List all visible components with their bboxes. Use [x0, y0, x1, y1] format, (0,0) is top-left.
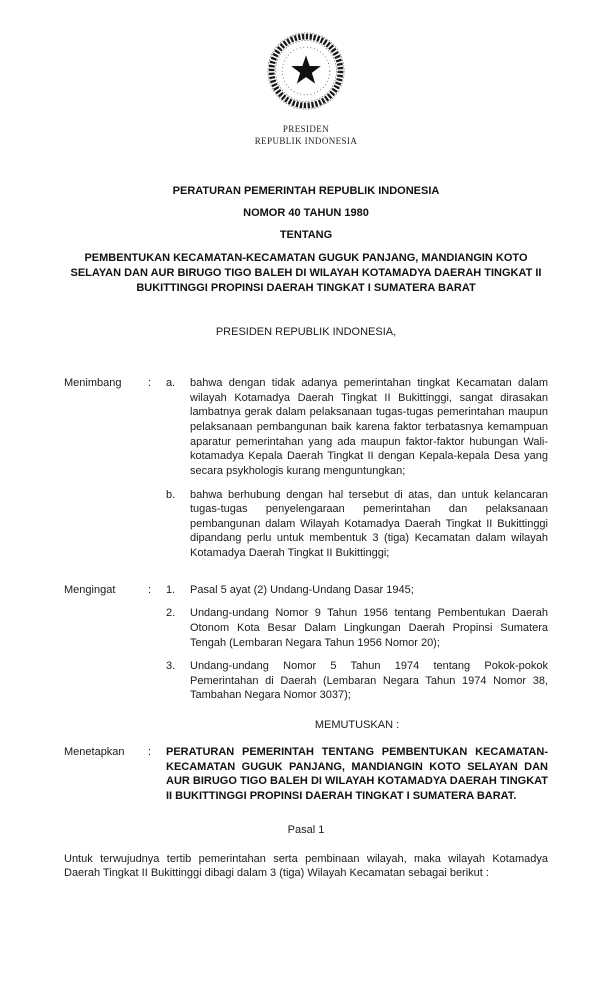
title-block — [64, 185, 548, 296]
document-header — [64, 30, 548, 147]
menimbang-item-a — [166, 376, 548, 478]
regulation-subject: PEMBENTUKAN KECAMATAN-KECAMATAN GUGUK PANJANG, MANDIANGIN KOTO SELAYAN DAN AUR BIRUGO TIGO BALEH DI WILAYAH KOTAMADYA DAERAH TINGKAT II BUKITTINGGI PROPINSI DAERAH TINGKAT I SUMATERA BARAT — [70, 252, 542, 295]
mengingat-item-2 — [166, 606, 548, 650]
document-body — [64, 185, 548, 880]
mengingat-section — [64, 583, 548, 703]
seal-caption-republik-indonesia: REPUBLIK INDONESIA — [254, 135, 358, 146]
menimbang-label: Menimbang — [64, 377, 122, 390]
colon-separator: : — [148, 377, 152, 390]
presidential-seal-icon — [265, 30, 347, 112]
pasal-1-paragraph: Untuk terwujudnya tertib pemerintahan serta pembinaan wilayah, maka wilayah Kotamadya Daerah Tingkat II Bukittinggi dibagi dalam 3 (tiga) Wilayah Kecamatan sebagai berikut : — [64, 852, 548, 880]
mengingat-label: Mengingat — [64, 583, 116, 596]
menetapkan-label: Menetapkan — [64, 746, 125, 759]
menimbang-item-b — [166, 488, 548, 561]
item-marker: b. — [166, 488, 176, 501]
mengingat-item-3 — [166, 659, 548, 703]
item-text: Pasal 5 ayat (2) Undang-Undang Dasar 1945; — [190, 583, 414, 596]
seal-caption-presiden: PRESIDEN — [282, 124, 330, 134]
memutuskan-heading: MEMUTUSKAN : — [314, 719, 400, 732]
item-marker: 1. — [166, 583, 176, 596]
regulation-number: NOMOR 40 TAHUN 1980 — [243, 207, 369, 220]
item-text: bahwa dengan tidak adanya pemerintahan tingkat Kecamatan dalam wilayah Kotamadya Daerah Tingkat II Bukittinggi, sangat dirasakan lambatnya gerak dalam pelaksanaan tugas-tugas pemerintahan maupun pelaksanaan pembangunan baik karena faktor terbatasnya kemampuan aparatur pemerintahan yang ada maupun faktor-faktor hubungan Wali-kotamadya Kepala Daerah Tingkat II dengan Kepala-kepala Desa yang secara psykhologis kurang menguntungkan; — [190, 377, 548, 477]
item-text: Undang-undang Nomor 5 Tahun 1974 tentang Pokok-pokok Pemerintahan di Daerah (Lembaran Negara Tahun 1974 Nomor 38, Tambahan Negara Nomor 3037); — [190, 660, 548, 702]
preamble-heading: PRESIDEN REPUBLIK INDONESIA, — [215, 326, 397, 339]
tentang-label: TENTANG — [279, 229, 333, 242]
mengingat-items — [166, 583, 548, 703]
colon-separator: : — [148, 746, 152, 759]
item-marker: 2. — [166, 607, 176, 620]
item-text: bahwa berhubung dengan hal tersebut di atas, dan untuk kelancaran tugas-tugas penyelengaraan pemerintahan dan pelaksanaan pembangunan dalam Wilayah Kotamadya Daerah Tingkat II Bukittinggi dipandang perlu untuk membentuk 3 (tiga) Kecamatan dalam wilayah Kotamadya Daerah Tingkat II Bukittinggi; — [190, 488, 548, 560]
menetapkan-section — [64, 745, 548, 804]
colon-separator: : — [148, 583, 152, 596]
menimbang-items — [166, 376, 548, 561]
item-marker: 3. — [166, 660, 176, 673]
item-text: Undang-undang Nomor 9 Tahun 1956 tentang Pembentukan Daerah Otonom Kota Besar Dalam Lingkungan Daerah Propinsi Sumatera Tengah (Lembaran Negara Tahun 1956 Nomor 20); — [190, 607, 548, 649]
regulation-title: PERATURAN PEMERINTAH REPUBLIK INDONESIA — [172, 185, 440, 198]
item-marker: a. — [166, 377, 176, 390]
menetapkan-text: PERATURAN PEMERINTAH TENTANG PEMBENTUKAN KECAMATAN-KECAMATAN GUGUK PANJANG, MANDIANGIN KOTO SELAYAN DAN AUR BIRUGO TIGO BALEH DI WILAYAH KOTAMADYA DAERAH TINGKAT II BUKITTINGGI PROPINSI DAERAH TINGKAT I SUMATERA BARAT. — [166, 746, 548, 802]
pasal-1-heading: Pasal 1 — [287, 823, 325, 836]
mengingat-item-1 — [166, 583, 548, 598]
seal-caption — [64, 124, 548, 147]
menimbang-section — [64, 376, 548, 561]
